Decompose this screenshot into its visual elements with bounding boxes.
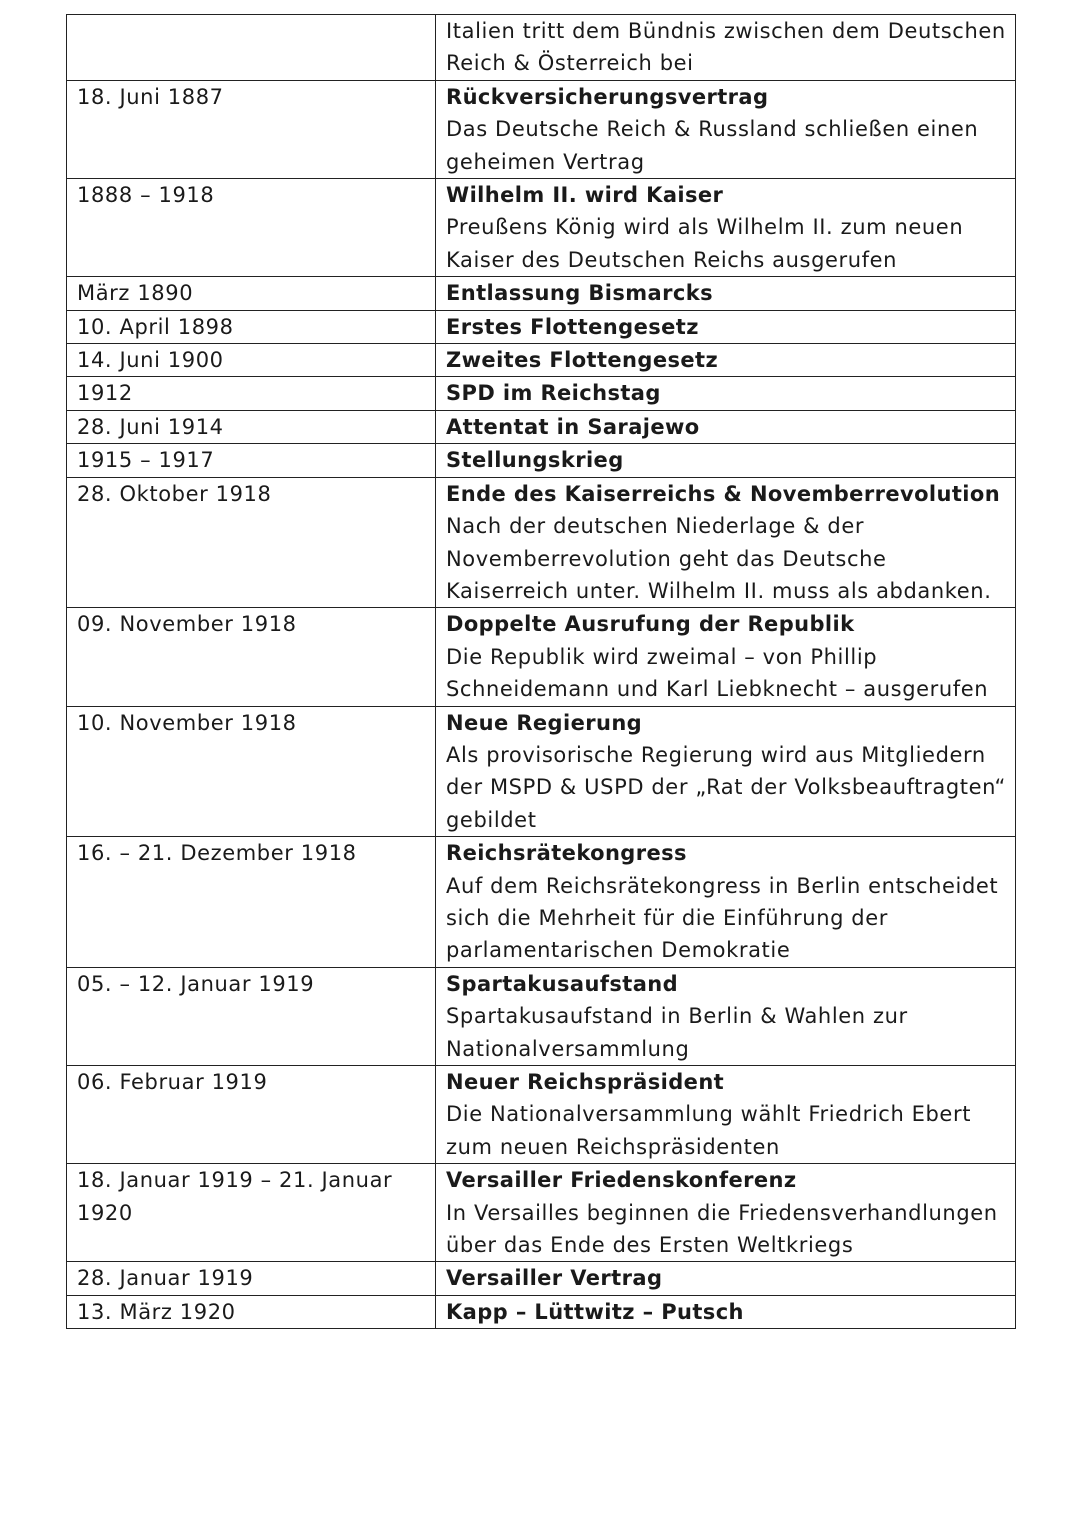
event-cell — [436, 277, 1016, 310]
event-title: Wilhelm II. wird Kaiser — [446, 183, 724, 208]
event-cell — [436, 1295, 1016, 1328]
date-cell: 28. Juni 1914 — [67, 410, 436, 443]
table-row — [67, 967, 1016, 1065]
table-row — [67, 706, 1016, 837]
date-cell: 1915 – 1917 — [67, 444, 436, 477]
event-cell — [436, 410, 1016, 443]
event-cell — [436, 80, 1016, 178]
event-cell — [436, 608, 1016, 706]
date-cell: 1912 — [67, 377, 436, 410]
event-description: Die Nationalversammlung wählt Friedrich Ebert zum neuen Reichspräsidenten — [446, 1102, 972, 1159]
event-cell — [436, 444, 1016, 477]
event-title: Ende des Kaiserreichs & Novemberrevolution — [446, 481, 1001, 506]
table-row — [67, 1262, 1016, 1295]
table-row — [67, 179, 1016, 277]
event-cell — [436, 1164, 1016, 1262]
event-title: Versailler Vertrag — [446, 1266, 663, 1291]
date-cell: 10. April 1898 — [67, 310, 436, 343]
table-row — [67, 344, 1016, 377]
date-cell: 13. März 1920 — [67, 1295, 436, 1328]
date-cell — [67, 15, 436, 81]
date-cell: 14. Juni 1900 — [67, 344, 436, 377]
date-cell: 28. Januar 1919 — [67, 1262, 436, 1295]
event-cell — [436, 1262, 1016, 1295]
event-cell — [436, 967, 1016, 1065]
table-row — [67, 1066, 1016, 1164]
event-cell — [436, 477, 1016, 608]
event-title: Doppelte Ausrufung der Republik — [446, 612, 855, 637]
event-description: In Versailles beginnen die Friedensverhandlungen über das Ende des Ersten Weltkriegs — [446, 1200, 998, 1258]
event-description: Die Republik wird zweimal – von Phillip Schneidemann und Karl Liebknecht – ausgerufen — [446, 644, 989, 702]
timeline-table — [66, 14, 1016, 1329]
event-cell — [436, 179, 1016, 277]
event-description: Nach der deutschen Niederlage & der Novemberrevolution geht das Deutsche Kaiserreich unter. Wilhelm II. muss als abdanken. — [446, 514, 992, 603]
event-cell — [436, 706, 1016, 837]
table-row — [67, 377, 1016, 410]
date-cell: 18. Januar 1919 – 21. Januar 1920 — [67, 1164, 436, 1262]
date-cell: 06. Februar 1919 — [67, 1066, 436, 1164]
date-cell: 09. November 1918 — [67, 608, 436, 706]
event-title: Versailler Friedenskonferenz — [446, 1168, 797, 1193]
table-row — [67, 15, 1016, 81]
event-cell — [436, 310, 1016, 343]
event-cell — [436, 1066, 1016, 1164]
table-row — [67, 608, 1016, 706]
event-description: Spartakusaufstand in Berlin & Wahlen zur Nationalversammlung — [446, 1004, 908, 1061]
event-description: Preußens König wird als Wilhelm II. zum neuen Kaiser des Deutschen Reichs ausgerufen — [446, 215, 964, 272]
event-title: Stellungskrieg — [446, 448, 624, 473]
table-row — [67, 277, 1016, 310]
table-row — [67, 310, 1016, 343]
event-title: Neue Regierung — [446, 710, 643, 735]
table-row — [67, 477, 1016, 608]
date-cell: 28. Oktober 1918 — [67, 477, 436, 608]
event-title: SPD im Reichstag — [446, 381, 661, 406]
event-title: Reichsrätekongress — [446, 841, 687, 866]
event-description: Italien tritt dem Bündnis zwischen dem Deutschen Reich & Österreich bei — [446, 19, 1006, 76]
date-cell: 1888 – 1918 — [67, 179, 436, 277]
table-row — [67, 1164, 1016, 1262]
event-description: Auf dem Reichsrätekongress in Berlin entscheidet sich die Mehrheit für die Einführung der parlamentarischen Demokratie — [446, 873, 999, 963]
event-title: Kapp – Lüttwitz – Putsch — [446, 1299, 744, 1324]
event-title: Erstes Flottengesetz — [446, 314, 699, 339]
event-cell — [436, 377, 1016, 410]
event-cell — [436, 837, 1016, 968]
event-cell — [436, 344, 1016, 377]
event-title: Attentat in Sarajewo — [446, 414, 700, 439]
event-description: Als provisorische Regierung wird aus Mitgliedern der MSPD & USPD der „Rat der Volksbeauftragten“ gebildet — [446, 742, 1006, 832]
table-row — [67, 837, 1016, 968]
timeline-body — [67, 15, 1016, 1329]
event-title: Rückversicherungsvertrag — [446, 84, 769, 109]
date-cell: 16. – 21. Dezember 1918 — [67, 837, 436, 968]
table-row — [67, 80, 1016, 178]
event-title: Spartakusaufstand — [446, 971, 679, 996]
date-cell: 18. Juni 1887 — [67, 80, 436, 178]
table-row — [67, 410, 1016, 443]
event-title: Entlassung Bismarcks — [446, 281, 713, 306]
event-title: Zweites Flottengesetz — [446, 348, 719, 373]
table-row — [67, 444, 1016, 477]
table-row — [67, 1295, 1016, 1328]
date-cell: 05. – 12. Januar 1919 — [67, 967, 436, 1065]
event-cell — [436, 15, 1016, 81]
event-description: Das Deutsche Reich & Russland schließen einen geheimen Vertrag — [446, 117, 979, 174]
date-cell: 10. November 1918 — [67, 706, 436, 837]
date-cell: März 1890 — [67, 277, 436, 310]
event-title: Neuer Reichspräsident — [446, 1070, 725, 1094]
